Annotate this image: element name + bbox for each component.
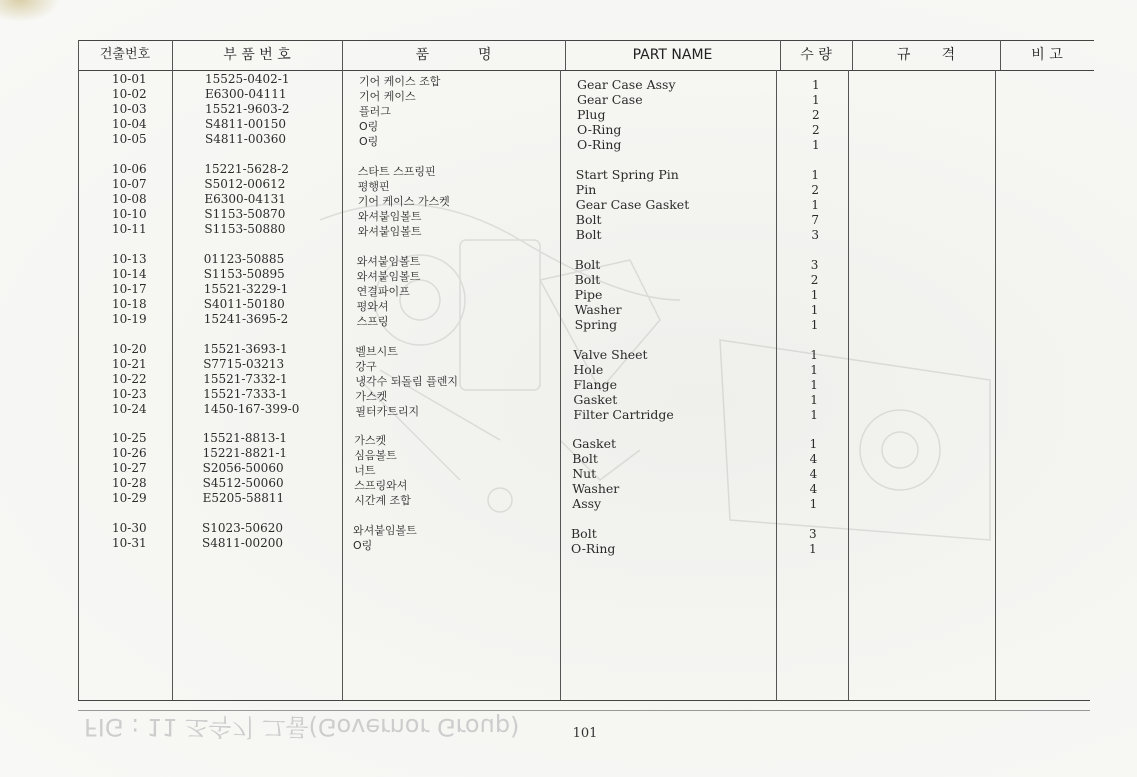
part-name-cell: Gear Case (577, 92, 643, 107)
qty-cell: 1 (810, 288, 819, 302)
part-name-cell: Flange (573, 377, 617, 392)
part-name-cell: Bolt (575, 227, 602, 242)
qty-cell: 4 (809, 467, 818, 481)
part-no-cell: 15521-8813-1 (202, 431, 288, 445)
ref-no-cell: 10-08 (112, 192, 147, 206)
qty-cell: 1 (810, 318, 819, 332)
qty-cell: 1 (810, 408, 818, 422)
name-ko-cell: O링 (359, 135, 379, 148)
qty-cell: 1 (809, 497, 818, 511)
name-ko-cell: 시간계 조합 (354, 494, 411, 507)
part-no-cell: S7715-03213 (203, 357, 285, 371)
ref-no-cell: 10-05 (112, 132, 147, 146)
qty-cell: 1 (809, 542, 817, 556)
name-ko-cell: O링 (353, 539, 373, 552)
part-name-cell: Assy (572, 496, 602, 511)
ref-no-cell: 10-28 (112, 476, 147, 490)
header-part-name: PART NAME (632, 47, 713, 63)
part-name-cell: Washer (572, 481, 620, 496)
qty-cell: 7 (811, 213, 820, 227)
ref-no-cell: 10-13 (112, 252, 147, 266)
ref-no-cell: 10-19 (112, 312, 147, 326)
ref-no-cell: 10-18 (112, 297, 147, 311)
ref-no-cell: 10-04 (112, 117, 147, 131)
part-name-cell: Hole (573, 362, 604, 377)
part-no-cell: E5205-58811 (202, 491, 285, 505)
name-ko-cell: 와셔붙임볼트 (356, 255, 421, 268)
name-ko-cell: 가스켓 (354, 434, 387, 447)
name-ko-cell: 냉각수 되돌림 플렌지 (355, 375, 459, 388)
name-ko-cell: O링 (359, 120, 379, 133)
part-name-cell: Plug (577, 107, 606, 122)
part-no-cell: E6300-04111 (205, 87, 287, 101)
part-name-cell: Nut (572, 466, 597, 481)
qty-cell: 3 (810, 258, 819, 272)
part-name-cell: Washer (574, 302, 622, 317)
name-ko-cell: 벨브시트 (355, 345, 398, 358)
part-no-cell: S4811-00360 (205, 132, 286, 146)
part-name-cell: Pipe (574, 287, 603, 302)
part-no-cell: 15521-3693-1 (203, 342, 288, 356)
qty-cell: 1 (810, 363, 818, 377)
qty-cell: 2 (810, 273, 819, 287)
ref-no-cell: 10-26 (112, 446, 147, 460)
part-no-cell: E6300-04131 (204, 192, 286, 206)
ref-no-cell: 10-11 (112, 222, 147, 236)
header-qty: 수 량 (800, 47, 832, 63)
part-no-cell: S4811-00200 (202, 536, 283, 550)
name-ko-cell: 연결파이프 (356, 285, 410, 298)
header-part-no: 부 품 번 호 (223, 47, 291, 63)
ref-no-cell: 10-29 (112, 491, 147, 505)
part-no-cell: 15221-5628-2 (204, 162, 289, 176)
part-no-cell: S5012-00612 (204, 177, 286, 191)
part-name-cell: Pin (575, 182, 597, 197)
ref-no-cell: 10-21 (112, 357, 147, 371)
qty-cell: 1 (810, 303, 819, 317)
qty-cell: 4 (809, 482, 818, 496)
part-name-cell: Bolt (571, 526, 597, 541)
part-no-cell: S1023-50620 (202, 521, 283, 535)
qty-cell: 3 (809, 527, 817, 541)
ref-no-cell: 10-02 (112, 87, 147, 101)
part-no-cell: S2056-50060 (202, 461, 284, 475)
qty-cell: 4 (809, 452, 818, 466)
name-ko-cell: 와셔붙임볼트 (356, 270, 421, 283)
part-no-cell: S1153-50880 (204, 222, 286, 236)
header-spec: 규 격 (896, 47, 956, 63)
part-name-cell: Gear Case Gasket (575, 197, 690, 212)
part-no-cell: 15521-7332-1 (203, 372, 288, 386)
page-number: 101 (572, 726, 598, 741)
header-ref-no: 건출번호 (99, 47, 151, 62)
part-name-cell: Spring (574, 317, 618, 332)
part-name-cell: Gear Case Assy (577, 77, 676, 92)
part-no-cell: 15221-8821-1 (202, 446, 288, 460)
part-no-cell: 15521-7333-1 (203, 387, 288, 401)
qty-cell: 3 (811, 228, 820, 242)
name-ko-cell: 스프링와셔 (354, 479, 408, 492)
name-ko-cell: 필터카트리지 (355, 405, 420, 418)
header-remarks: 비 고 (1031, 47, 1063, 63)
ref-no-cell: 10-22 (112, 372, 147, 386)
ref-no-cell: 10-31 (112, 536, 147, 550)
part-name-cell: Gasket (573, 392, 618, 407)
qty-cell: 1 (812, 93, 820, 107)
name-ko-cell: 기어 케이스 (359, 90, 416, 103)
qty-cell: 1 (812, 138, 820, 152)
part-name-cell: Bolt (574, 272, 601, 287)
ref-no-cell: 10-17 (112, 282, 147, 296)
qty-cell: 1 (812, 78, 820, 92)
name-ko-cell: 스타트 스프링핀 (357, 165, 436, 178)
part-no-cell: 01123-50885 (203, 252, 285, 266)
name-ko-cell: 와셔붙임볼트 (353, 524, 417, 537)
name-ko-cell: 와셔붙임볼트 (357, 210, 422, 223)
name-ko-cell: 평와셔 (356, 300, 389, 313)
part-name-cell: O-Ring (577, 122, 622, 137)
ref-no-cell: 10-06 (112, 162, 147, 176)
part-name-cell: Bolt (572, 451, 598, 466)
qty-cell: 1 (810, 393, 818, 407)
name-ko-cell: 기어 케이스 조합 (359, 75, 441, 88)
qty-cell: 1 (811, 168, 820, 182)
ref-no-cell: 10-03 (112, 102, 147, 116)
ref-no-cell: 10-07 (112, 177, 147, 191)
part-no-cell: 15525-0402-1 (205, 72, 290, 86)
ref-no-cell: 10-01 (112, 72, 147, 86)
qty-cell: 1 (810, 378, 818, 392)
part-no-cell: S1153-50895 (203, 267, 285, 281)
ref-no-cell: 10-30 (112, 521, 147, 535)
part-name-cell: Gasket (572, 436, 617, 451)
ref-no-cell: 10-27 (112, 461, 147, 475)
ref-no-cell: 10-20 (112, 342, 147, 356)
part-no-cell: 15241-3695-2 (203, 312, 289, 326)
name-ko-cell: 가스켓 (355, 390, 388, 403)
name-ko-cell: 평행핀 (357, 180, 390, 193)
name-ko-cell: 와셔붙임볼트 (357, 225, 422, 238)
name-ko-cell: 플러그 (359, 105, 391, 118)
qty-cell: 1 (810, 348, 818, 362)
part-no-cell: 15521-3229-1 (203, 282, 289, 296)
part-no-cell: S4811-00150 (205, 117, 286, 131)
qty-cell: 2 (812, 108, 820, 122)
header-name-ko: 품 명 (415, 47, 492, 63)
part-name-cell: O-Ring (577, 137, 622, 152)
part-name-cell: Filter Cartridge (573, 407, 674, 422)
part-no-cell: 1450-167-399-0 (203, 402, 300, 416)
name-ko-cell: 너트 (354, 464, 376, 477)
name-ko-cell: 기어 케이스 가스켓 (357, 195, 450, 208)
name-ko-cell: 심음볼트 (354, 449, 397, 462)
ref-no-cell: 10-24 (112, 402, 147, 416)
part-name-cell: O-Ring (571, 541, 616, 556)
qty-cell: 1 (811, 198, 820, 212)
bleed-through-caption: FIG : 11 조속기 그룹(Governor Group) (84, 713, 520, 741)
part-name-cell: Start Spring Pin (575, 167, 679, 182)
ref-no-cell: 10-25 (112, 431, 147, 445)
ref-no-cell: 10-14 (112, 267, 147, 281)
part-no-cell: S1153-50870 (204, 207, 286, 221)
qty-cell: 2 (812, 123, 820, 137)
name-ko-cell: 강구 (355, 360, 377, 373)
qty-cell: 1 (809, 437, 818, 451)
part-no-cell: 15521-9603-2 (205, 102, 290, 116)
part-name-cell: Valve Sheet (573, 347, 648, 362)
part-name-cell: Bolt (574, 257, 601, 272)
part-no-cell: S4512-50060 (202, 476, 284, 490)
ref-no-cell: 10-23 (112, 387, 147, 401)
part-name-cell: Bolt (575, 212, 602, 227)
part-no-cell: S4011-50180 (203, 297, 285, 311)
qty-cell: 2 (811, 183, 820, 197)
name-ko-cell: 스프링 (356, 315, 389, 328)
ref-no-cell: 10-10 (112, 207, 147, 221)
